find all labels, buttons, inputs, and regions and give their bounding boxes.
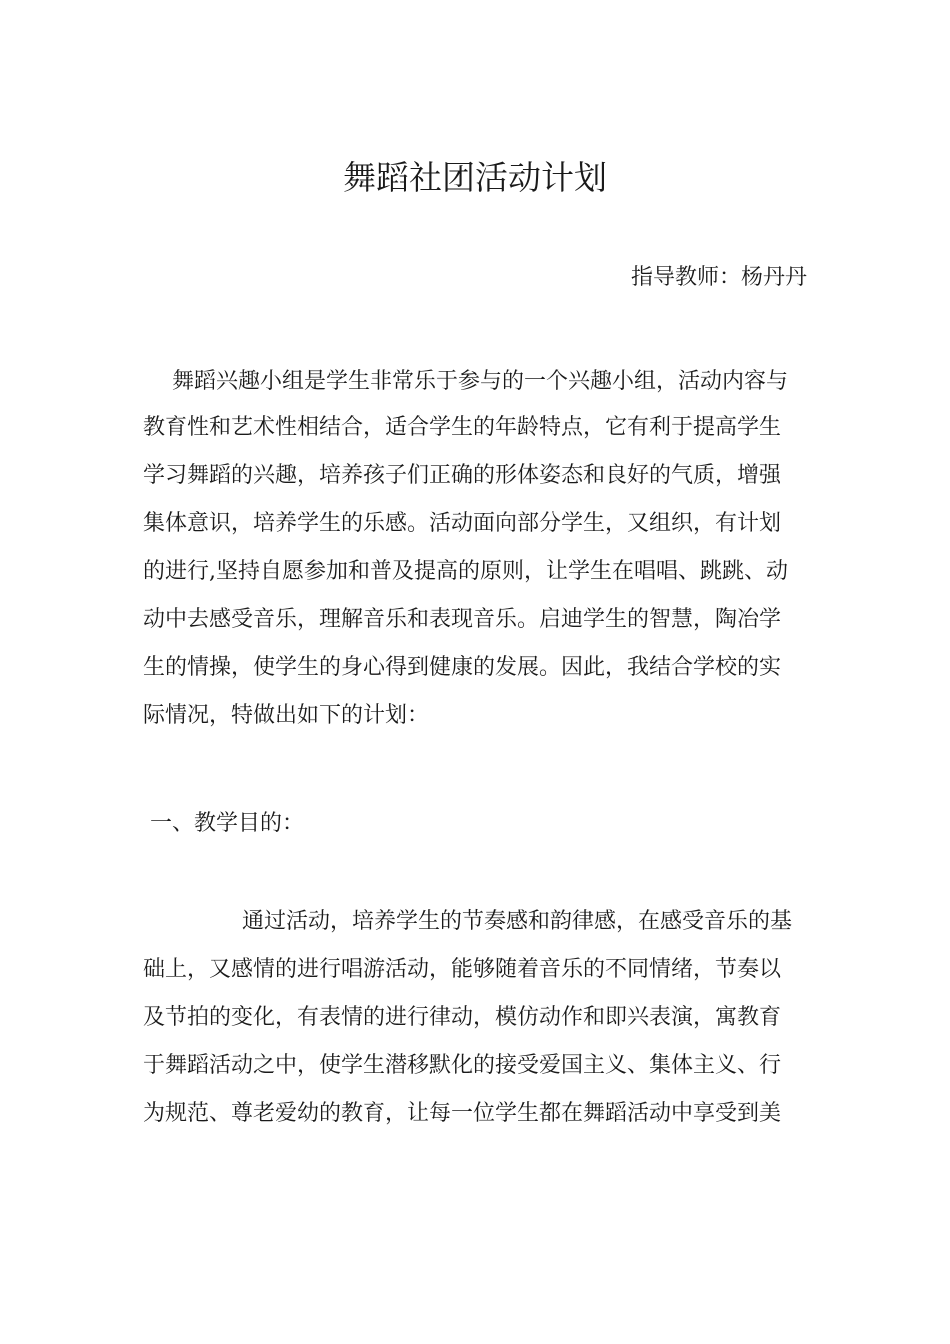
paragraph-line: 学习舞蹈的兴趣，培养孩子们正确的形体姿态和良好的气质，增强 <box>143 463 782 488</box>
paragraph-line: 于舞蹈活动之中，使学生潜移默化的接受爱国主义、集体主义、行 <box>143 1053 782 1078</box>
paragraph-line: 通过活动，培养学生的节奏感和韵律感，在感受音乐的基 <box>242 909 793 934</box>
author-line: 指导教师：杨丹丹 <box>630 265 807 290</box>
section-heading: 一、教学目的： <box>150 811 305 836</box>
paragraph-line: 及节拍的变化，有表情的进行律动，模仿动作和即兴表演，寓教育 <box>143 1005 782 1030</box>
paragraph-line: 舞蹈兴趣小组是学生非常乐于参与的一个兴趣小组，活动内容与 <box>172 369 789 394</box>
paragraph-line: 础上，又感情的进行唱游活动，能够随着音乐的不同情绪，节奏以 <box>143 957 782 982</box>
paragraph-line: 生的情操，使学生的身心得到健康的发展。因此，我结合学校的实 <box>143 655 782 680</box>
paragraph-line: 际情况，特做出如下的计划： <box>143 703 430 728</box>
document-title: 舞蹈社团活动计划 <box>343 158 607 197</box>
paragraph-line: 动中去感受音乐，理解音乐和表现音乐。启迪学生的智慧，陶冶学 <box>143 607 782 632</box>
paragraph-line: 为规范、尊老爱幼的教育，让每一位学生都在舞蹈活动中享受到美 <box>143 1101 782 1126</box>
paragraph-line: 的进行,坚持自愿参加和普及提高的原则，让学生在唱唱、跳跳、动 <box>143 559 788 584</box>
paragraph-line: 教育性和艺术性相结合，适合学生的年龄特点，它有利于提高学生 <box>143 415 782 440</box>
paragraph-line: 集体意识，培养学生的乐感。活动面向部分学生，又组织，有计划 <box>143 511 782 536</box>
